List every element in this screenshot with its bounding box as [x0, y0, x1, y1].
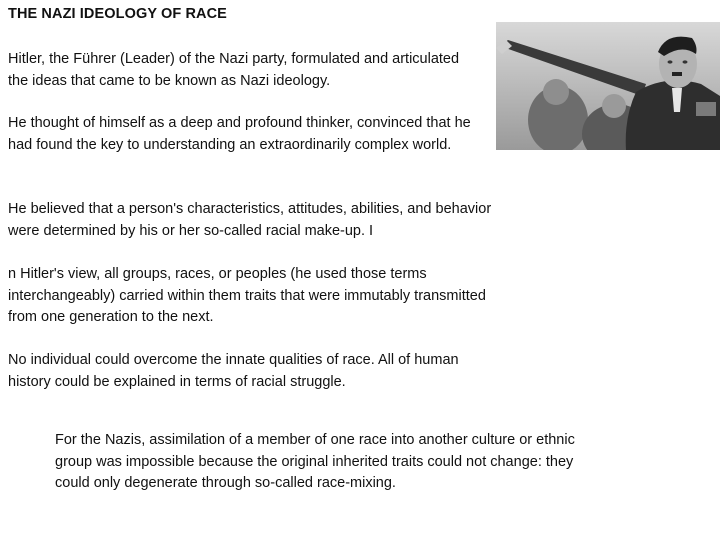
paragraph-assimilation: For the Nazis, assimilation of a member of one race into another culture or ethnic group was impossible because the original inherited traits could not change: they could only degenerate through so-called race-mixing.	[55, 432, 575, 491]
paragraph-racial-struggle: No individual could overcome the innate qualities of race. All of human history could be explained in terms of racial struggle.	[8, 352, 459, 390]
historical-photo	[496, 22, 720, 150]
paragraph-racial-makeup: He believed that a person's characteristics, attitudes, abilities, and behavior were determined by his or her so-called racial make-up. I	[8, 201, 492, 239]
paragraph-hitler-leader: Hitler, the Führer (Leader) of the Nazi party, formulated and articulated the ideas that came to be known as Nazi ideology.	[8, 51, 460, 89]
paragraph-profound-thinker: He thought of himself as a deep and profound thinker, convinced that he had found the key to understanding an extraordinarily complex world.	[8, 115, 471, 153]
slide-title: THE NAZI IDEOLOGY OF RACE	[8, 6, 227, 22]
paragraph-immutable-traits: n Hitler's view, all groups, races, or peoples (he used those terms interchangeably) carried within them traits that were immutably transmitted from one generation to the next.	[8, 266, 486, 325]
